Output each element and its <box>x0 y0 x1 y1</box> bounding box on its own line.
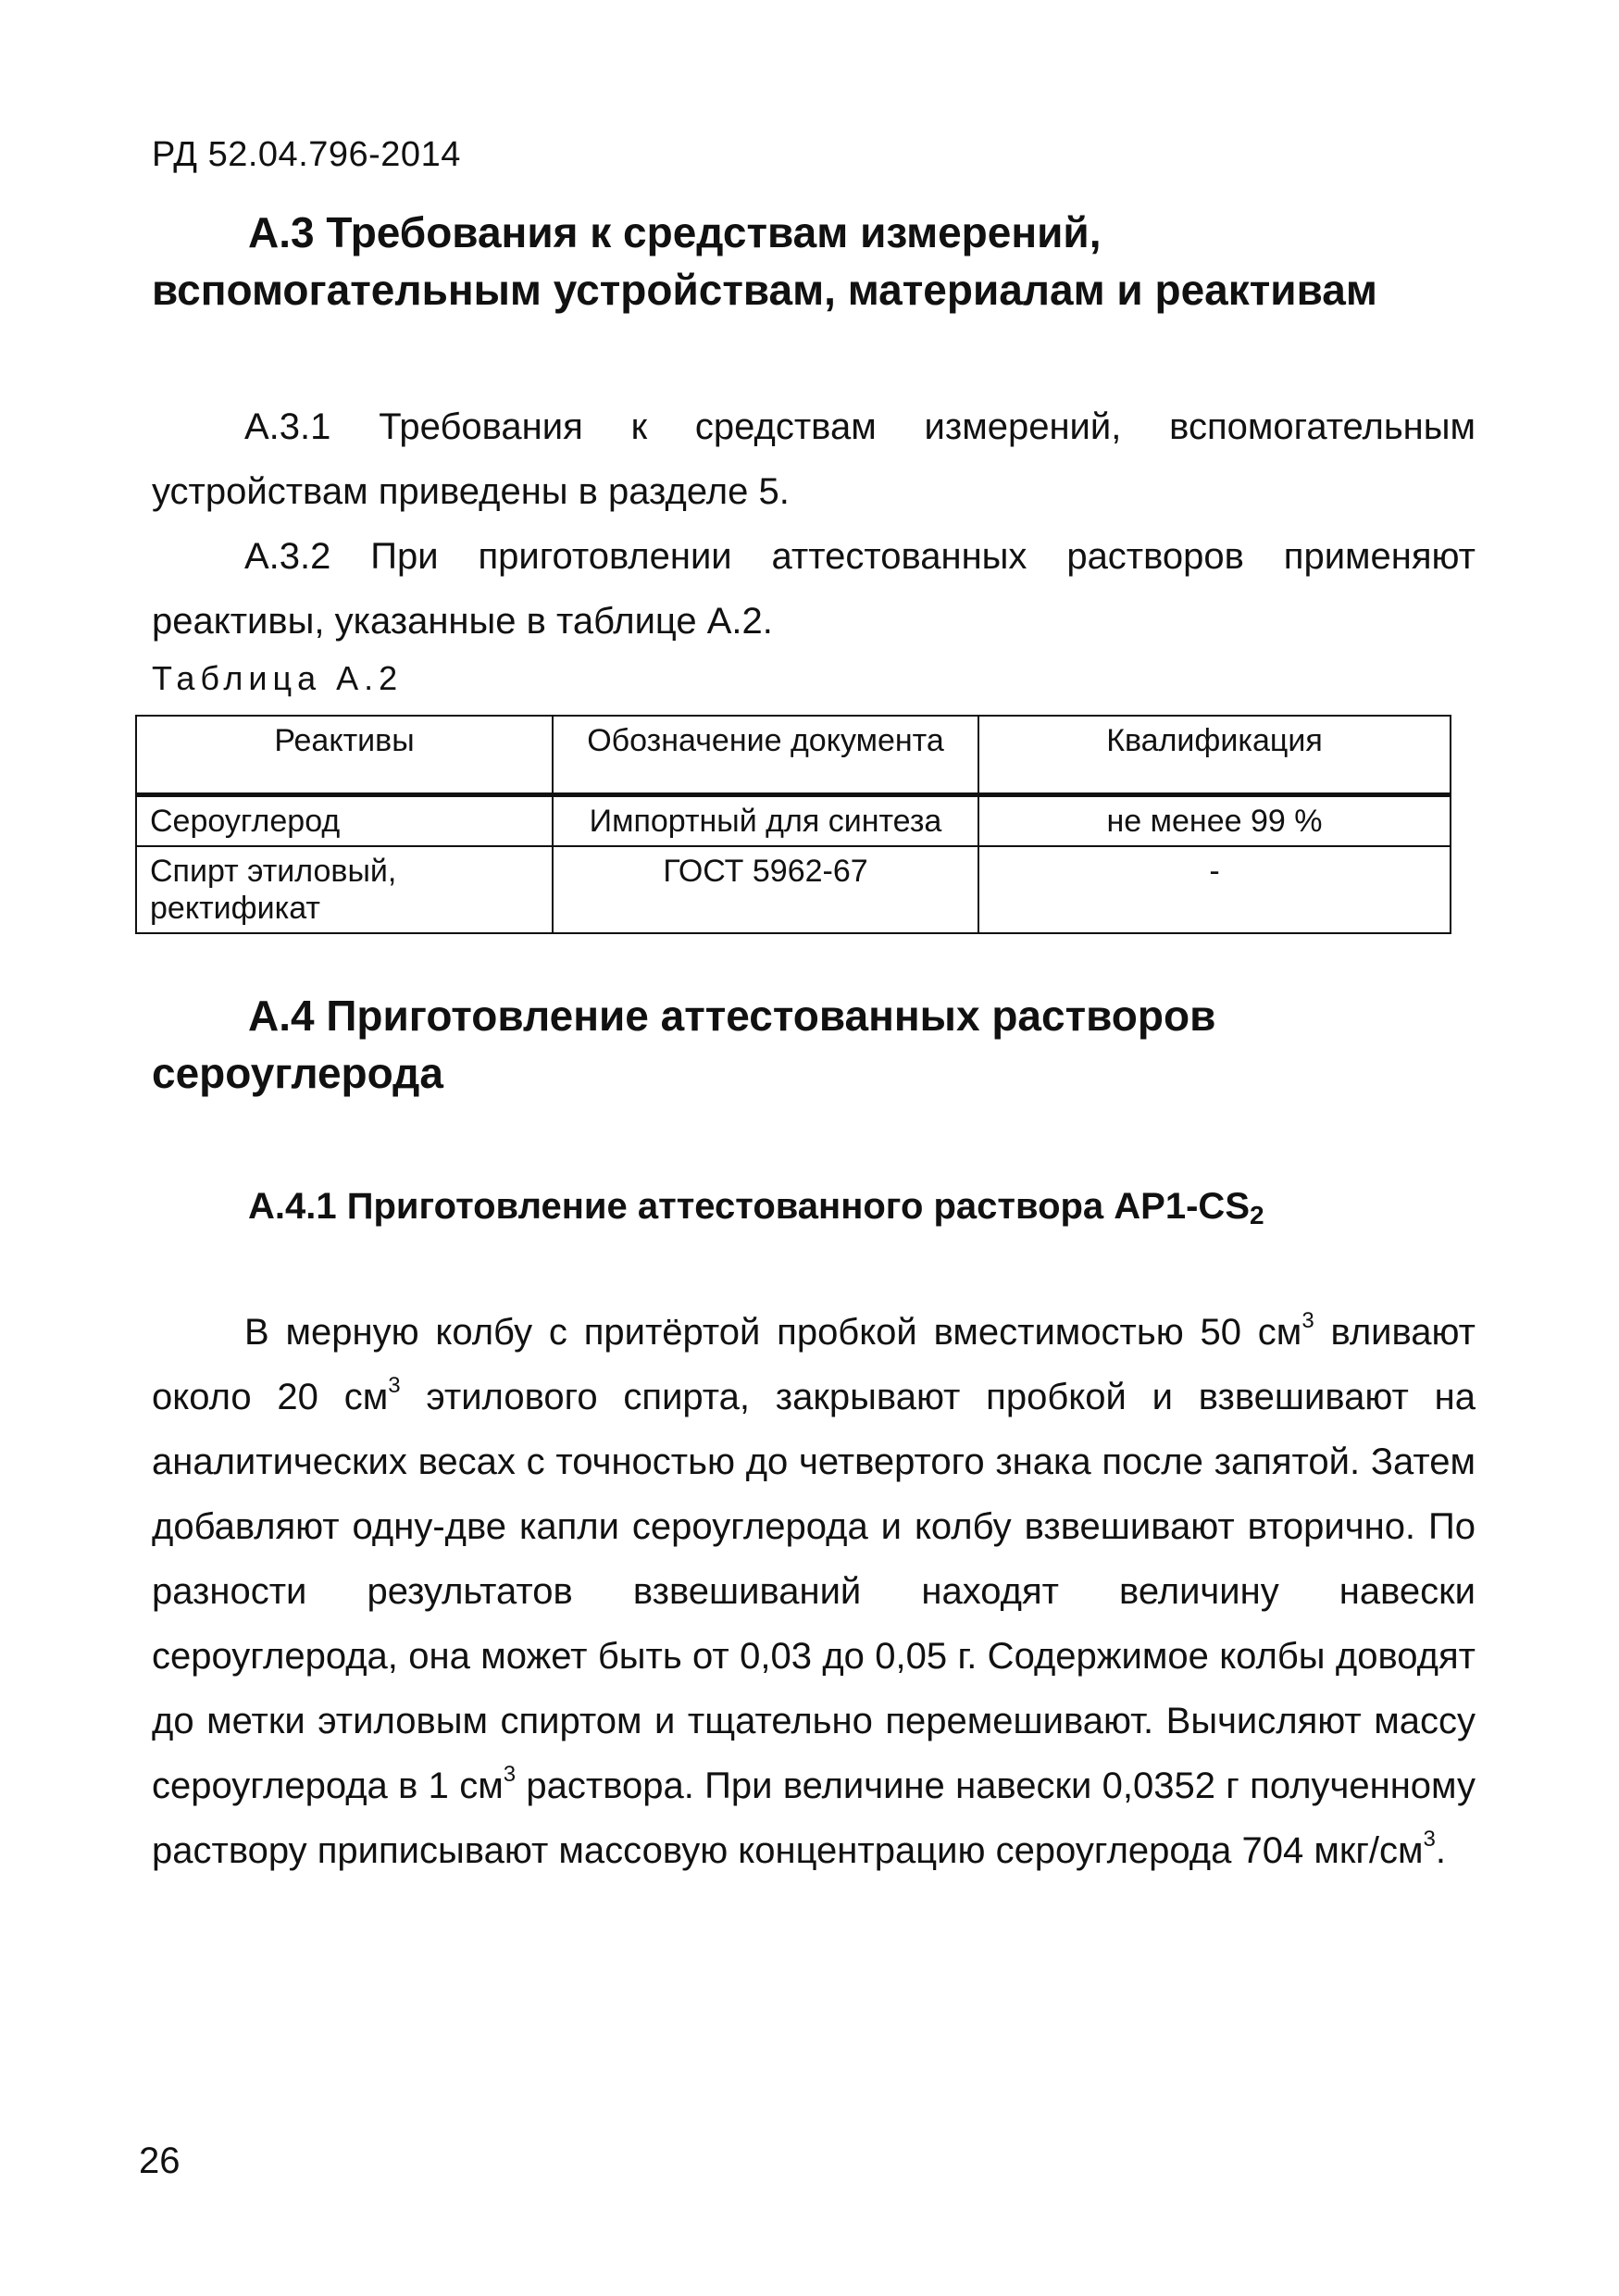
table-cell: не менее 99 % <box>978 795 1451 847</box>
table-header-document: Обозначение документа <box>553 716 978 795</box>
paragraph-a4-1-body: В мерную колбу с притёртой пробкой вместимостью 50 $см^3$ вливают около 20 $см^3$ этилового спирта, закрывают пробкой и взвешивают на аналитических весах с точностью до четвертого знака после запятой. Затем добавляют одну-две капли сероуглерода и колбу взвешивают вторично. По разности результатов взвешиваний находят величину навески сероуглерода, она может быть от 0,03 до 0,05 г. Содержимое колбы доводят до метки этиловым спиртом и тщательно перемешивают. Вычисляют массу сероуглерода в 1 $см^3$ раствора. При величине навески 0,0352 г полученному раствору приписывают массовую концентрацию сероуглерода 704 мкг/$см^3$. <box>152 1308 1476 1871</box>
section-a3-title-line1: А.3 Требования к средствам измерений, <box>248 208 1102 256</box>
table-cell: - <box>978 846 1451 933</box>
table-caption: Таблица А.2 <box>152 659 404 697</box>
section-a4-title-line1: А.4 Приготовление аттестованных растворов <box>248 992 1216 1040</box>
table-row <box>136 846 1451 933</box>
section-a3-title <box>152 204 1377 318</box>
subsection-a4-1-title: А.4.1 Приготовление аттестованного раствора $АР1-CS_2$ <box>248 1186 1264 1229</box>
table-cell: Сероуглерод <box>136 795 553 847</box>
table-row <box>136 795 1451 847</box>
section-a4-title-line2: сероуглерода <box>152 1049 443 1097</box>
table-header-row <box>136 716 1451 795</box>
table-cell: ГОСТ 5962-67 <box>553 846 978 933</box>
section-a3-title-line2: вспомогательным устройствам, материалам и реактивам <box>152 266 1377 314</box>
table-cell: Спирт этиловый, ректификат <box>136 846 553 933</box>
paragraph-a3-2: А.3.2 При приготовлении аттестованных растворов применяют реактивы, указанные в таблице А.2. <box>152 536 1476 642</box>
page-number: 26 <box>139 2140 181 2181</box>
table-header-qualification: Квалификация <box>978 716 1451 795</box>
paragraph-a3-1: А.3.1 Требования к средствам измерений, вспомогательным устройствам приведены в разделе 5. <box>152 406 1476 512</box>
reagents-table <box>135 715 1451 934</box>
section-a4-title <box>152 987 1215 1102</box>
document-code: РД 52.04.796-2014 <box>152 135 461 174</box>
table-header-reagents: Реактивы <box>136 716 553 795</box>
table-cell: Импортный для синтеза <box>553 795 978 847</box>
